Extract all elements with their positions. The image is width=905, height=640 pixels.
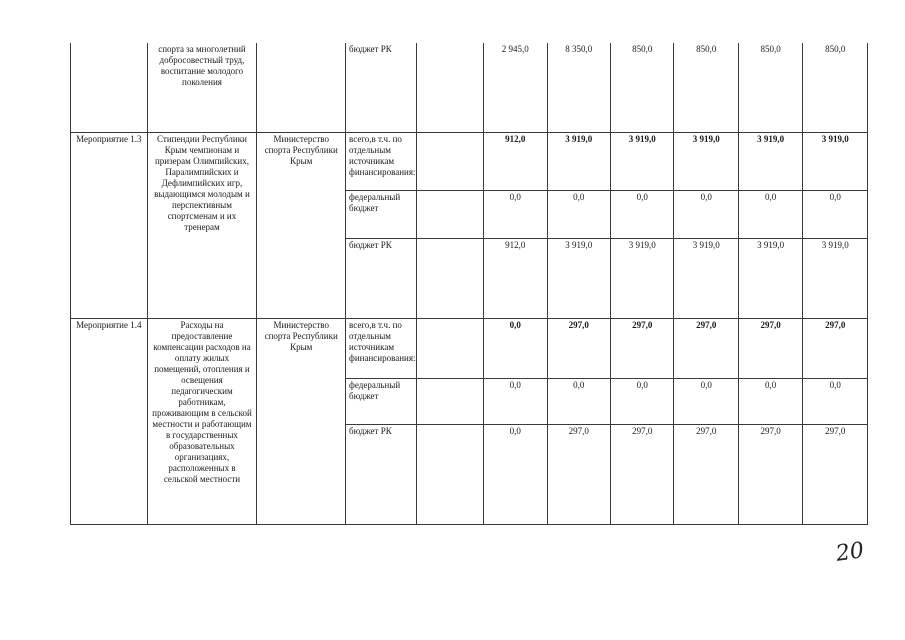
empty-cell [416,43,484,132]
value-cell: 3 919,0 [803,132,868,190]
value-cell: 297,0 [547,318,610,378]
value-cell: 0,0 [484,424,547,524]
value-cell: 0,0 [547,378,610,424]
value-cell: 0,0 [803,378,868,424]
measure-code: Мероприятие 1.4 [71,318,148,524]
source-cell: бюджет РК [346,43,417,132]
value-cell: 297,0 [803,318,868,378]
value-cell: 0,0 [674,190,738,238]
value-cell: 0,0 [738,190,802,238]
value-cell: 0,0 [674,378,738,424]
value-cell: 297,0 [738,424,802,524]
value-cell: 297,0 [610,424,673,524]
value-cell: 297,0 [738,318,802,378]
value-cell: 912,0 [484,238,547,318]
value-cell: 0,0 [484,318,547,378]
measure-description: Расходы на предоставление компенсации расходов на оплату жилых помещений, отопления и освещения педагогическим работникам, проживающим в сельской местности и работающим в государственных образовательных организациях, расположенных в сельской местности [147,318,257,524]
value-cell: 3 919,0 [674,132,738,190]
empty-cell [416,238,484,318]
source-cell: всего,в т.ч. по отдельным источникам финансирования: [346,132,417,190]
value-cell: 0,0 [484,190,547,238]
value-cell: 850,0 [803,43,868,132]
value-cell: 0,0 [738,378,802,424]
value-cell: 3 919,0 [738,238,802,318]
empty-cell [416,190,484,238]
empty-cell [416,318,484,378]
page-number: 20 [834,538,866,567]
measure-code: Мероприятие 1.3 [71,132,148,318]
measure-executor: Министерство спорта Республики Крым [257,318,346,524]
value-cell: 3 919,0 [674,238,738,318]
value-cell: 2 945,0 [484,43,547,132]
measure-executor: Министерство спорта Республики Крым [257,132,346,318]
value-cell: 912,0 [484,132,547,190]
value-cell: 3 919,0 [738,132,802,190]
value-cell: 297,0 [674,318,738,378]
value-cell: 3 919,0 [610,132,673,190]
value-cell: 8 350,0 [547,43,610,132]
value-cell: 297,0 [674,424,738,524]
description-cell: спорта за многолетний добросовестный труд, воспитание молодого поколения [147,43,257,132]
value-cell: 3 919,0 [803,238,868,318]
value-cell: 3 919,0 [547,238,610,318]
value-cell: 297,0 [803,424,868,524]
budget-table [70,43,868,525]
value-cell: 3 919,0 [610,238,673,318]
source-cell: всего,в т.ч. по отдельным источникам финансирования: [346,318,417,378]
value-cell: 3 919,0 [547,132,610,190]
value-cell: 0,0 [484,378,547,424]
source-cell: бюджет РК [346,238,417,318]
code-cell [71,43,148,132]
measure-description: Стипендии Республики Крым чемпионам и призерам Олимпийских, Паралимпийских и Дефлимпийских игр, выдающимся молодым и перспективным спортсменам и их тренерам [147,132,257,318]
empty-cell [416,424,484,524]
table-row [71,132,868,190]
value-cell: 850,0 [610,43,673,132]
table-row [71,318,868,378]
value-cell: 850,0 [674,43,738,132]
value-cell: 0,0 [803,190,868,238]
value-cell: 297,0 [610,318,673,378]
value-cell: 850,0 [738,43,802,132]
value-cell: 0,0 [610,190,673,238]
source-cell: федеральный бюджет [346,378,417,424]
source-cell: бюджет РК [346,424,417,524]
empty-cell [416,132,484,190]
table-row [71,43,868,132]
source-cell: федеральный бюджет [346,190,417,238]
value-cell: 0,0 [610,378,673,424]
executor-cell [257,43,346,132]
empty-cell [416,378,484,424]
value-cell: 0,0 [547,190,610,238]
value-cell: 297,0 [547,424,610,524]
